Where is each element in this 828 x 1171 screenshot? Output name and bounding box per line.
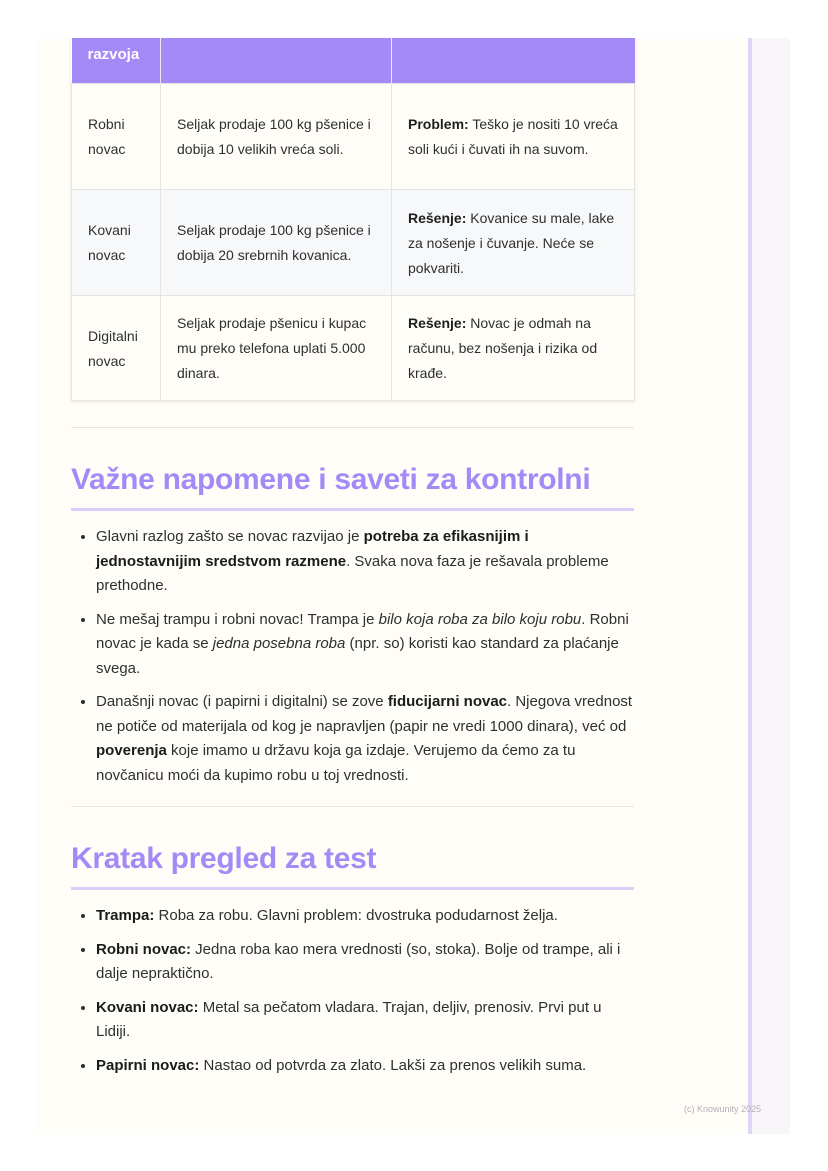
table-header-cell: razvoja — [72, 38, 161, 84]
note-cell — [392, 190, 635, 296]
list-item — [96, 525, 634, 599]
text-run: . Njegova vrednost ne potiče od materijala od kog je napravljen (papir ne vredi 1000 dinara), već od — [96, 693, 633, 735]
item-text: Nastao od potvrda za zlato. Lakši za prenos velikih suma. — [199, 1056, 587, 1074]
table-row — [72, 84, 635, 190]
stage-cell: Kovani novac — [72, 190, 161, 296]
table-header-cell — [161, 38, 392, 84]
section-heading-summary: Kratak pregled za test — [71, 841, 634, 890]
table-header-cell — [392, 38, 635, 84]
note-text: Novac je odmah na računu, bez nošenja i rizika od krađe. — [408, 315, 598, 381]
italic-run: jedna posebna roba — [212, 635, 346, 652]
note-cell — [392, 84, 635, 190]
item-label: Trampa: — [96, 907, 155, 924]
table-header-row — [72, 38, 635, 84]
bold-run: potreba za efikasnijim i jednostavnijim sredstvom razmene — [96, 528, 529, 570]
text-run: Današnji novac (i papirni i digitalni) se zove — [96, 693, 388, 710]
summary-list — [71, 904, 634, 1078]
stage-cell: Robni novac — [72, 84, 161, 190]
item-text: Metal sa pečatom vladara. Trajan, deljiv, prenosiv. Prvi put u Lidiji. — [96, 998, 602, 1040]
text-run: koje imamo u državu koja ga izdaje. Verujemo da ćemo za tu novčanicu moći da kupimo robu u toj vrednosti. — [96, 742, 576, 784]
list-item — [96, 938, 634, 987]
list-item — [96, 1054, 634, 1079]
note-label: Rešenje: — [408, 209, 467, 226]
copyright-footer: (c) Knowunity 2025 — [684, 1104, 762, 1114]
text-run: . Robni novac je kada se — [96, 610, 629, 652]
table-row — [72, 296, 635, 401]
bold-run: poverenja — [96, 742, 167, 759]
table-row — [72, 190, 635, 296]
note-text: Kovanice su male, lake za nošenje i čuvanje. Neće se pokvariti. — [408, 209, 615, 276]
section-divider — [71, 427, 634, 428]
item-label: Robni novac: — [96, 940, 192, 958]
item-label: Kovani novac: — [96, 998, 199, 1016]
item-text: Jedna roba kao mera vrednosti (so, stoka). Bolje od trampe, ali i dalje nepraktično. — [96, 940, 621, 982]
example-cell: Seljak prodaje pšenicu i kupac mu preko telefona uplati 5.000 dinara. — [161, 296, 392, 401]
text-run: . Svaka nova faza je rešavala probleme prethodne. — [96, 552, 609, 594]
money-stages-table — [71, 38, 635, 401]
list-item — [96, 608, 634, 682]
italic-run: bilo koja roba za bilo koju robu — [378, 610, 582, 628]
item-text: Roba za robu. Glavni problem: dvostruka podudarnost želja. — [154, 907, 558, 924]
section-heading-tips: Važne napomene i saveti za kontrolni — [71, 462, 634, 511]
note-cell — [392, 296, 635, 401]
text-run: Glavni razlog zašto se novac razvijao je — [96, 528, 364, 545]
bold-run: fiducijarni novac — [387, 693, 508, 710]
example-cell: Seljak prodaje 100 kg pšenice i dobija 20 srebrnih kovanica. — [161, 190, 392, 296]
item-label: Papirni novac: — [96, 1056, 200, 1074]
note-label: Problem: — [408, 116, 469, 132]
list-item — [96, 690, 634, 788]
page-edge-strip — [752, 38, 790, 1134]
stage-cell: Digitalni novac — [72, 296, 161, 401]
document-content — [71, 38, 634, 1087]
list-item — [96, 996, 634, 1045]
example-cell: Seljak prodaje 100 kg pšenice i dobija 10 velikih vreća soli. — [161, 84, 392, 190]
tips-list — [71, 525, 634, 788]
note-text: Teško je nositi 10 vreća soli kući i čuvati ih na suvom. — [408, 116, 618, 157]
text-run: Ne mešaj trampu i robni novac! Trampa je — [96, 610, 379, 628]
text-run: (npr. so) koristi kao standard za plaćanje svega. — [96, 635, 619, 677]
note-label: Rešenje: — [408, 315, 467, 331]
list-item — [96, 904, 634, 929]
section-divider — [71, 806, 634, 807]
